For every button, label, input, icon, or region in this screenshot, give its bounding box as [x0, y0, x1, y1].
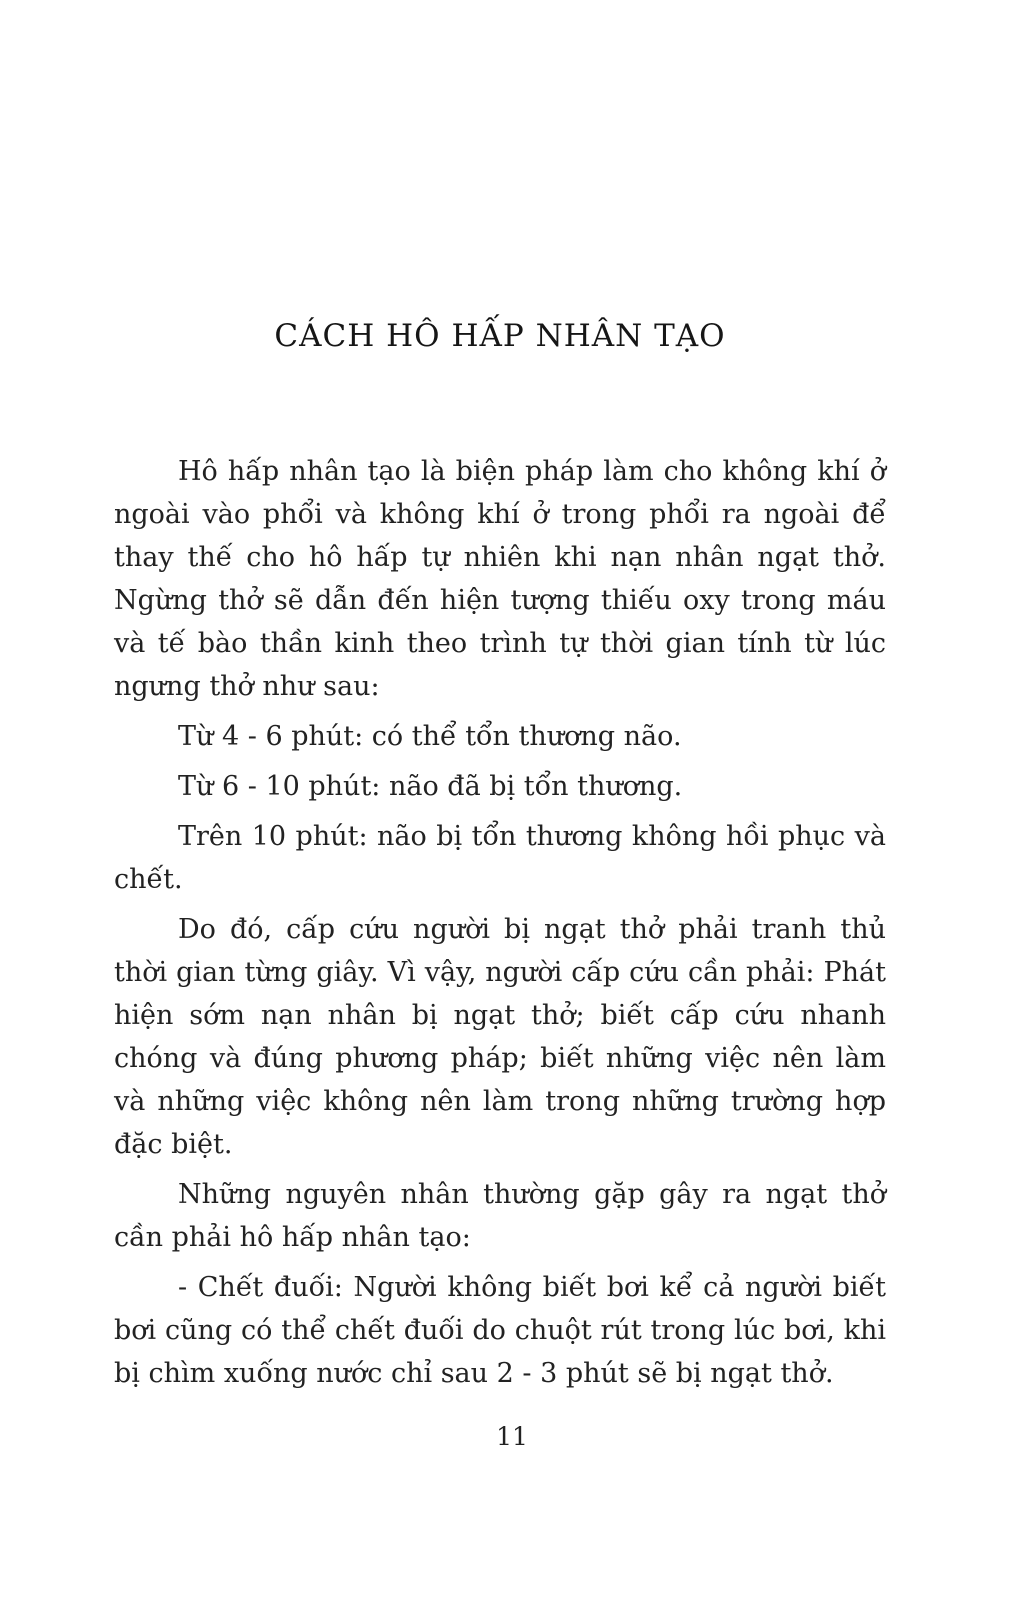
- paragraph-drowning: - Chết đuối: Người không biết bơi kể cả người biết bơi cũng có thể chết đuối do chuột rút trong lúc bơi, khi bị chìm xuống nước chỉ sau 2 - 3 phút sẽ bị ngạt thở.: [114, 1272, 886, 1389]
- page-number: 11: [496, 1422, 528, 1451]
- paragraph-time-4-6: Từ 4 - 6 phút: có thể tổn thương não.: [178, 721, 682, 752]
- body-text: [114, 450, 886, 1395]
- page-title: CÁCH HÔ HẤP NHÂN TẠO: [274, 318, 726, 354]
- paragraph-time-over-10: Trên 10 phút: não bị tổn thương không hồi phục và chết.: [114, 821, 886, 895]
- paragraph-time-6-10: Từ 6 - 10 phút: não đã bị tổn thương.: [178, 771, 683, 802]
- paragraph-first-aid: Do đó, cấp cứu người bị ngạt thở phải tranh thủ thời gian từng giây. Vì vậy, người cấp cứu cần phải: Phát hiện sớm nạn nhân bị ngạt thở; biết cấp cứu nhanh chóng và đúng phương pháp; biết những việc nên làm và những việc không nên làm trong những trường hợp đặc biệt.: [114, 914, 886, 1160]
- paragraph-intro: Hô hấp nhân tạo là biện pháp làm cho không khí ở ngoài vào phổi và không khí ở trong phổi ra ngoài để thay thế cho hô hấp tự nhiên khi nạn nhân ngạt thở. Ngừng thở sẽ dẫn đến hiện tượng thiếu oxy trong máu và tế bào thần kinh theo trình tự thời gian tính từ lúc ngưng thở như sau:: [114, 456, 886, 702]
- paragraph-causes-heading: Những nguyên nhân thường gặp gây ra ngạt thở cần phải hô hấp nhân tạo:: [114, 1179, 886, 1253]
- page-content: [114, 318, 886, 1402]
